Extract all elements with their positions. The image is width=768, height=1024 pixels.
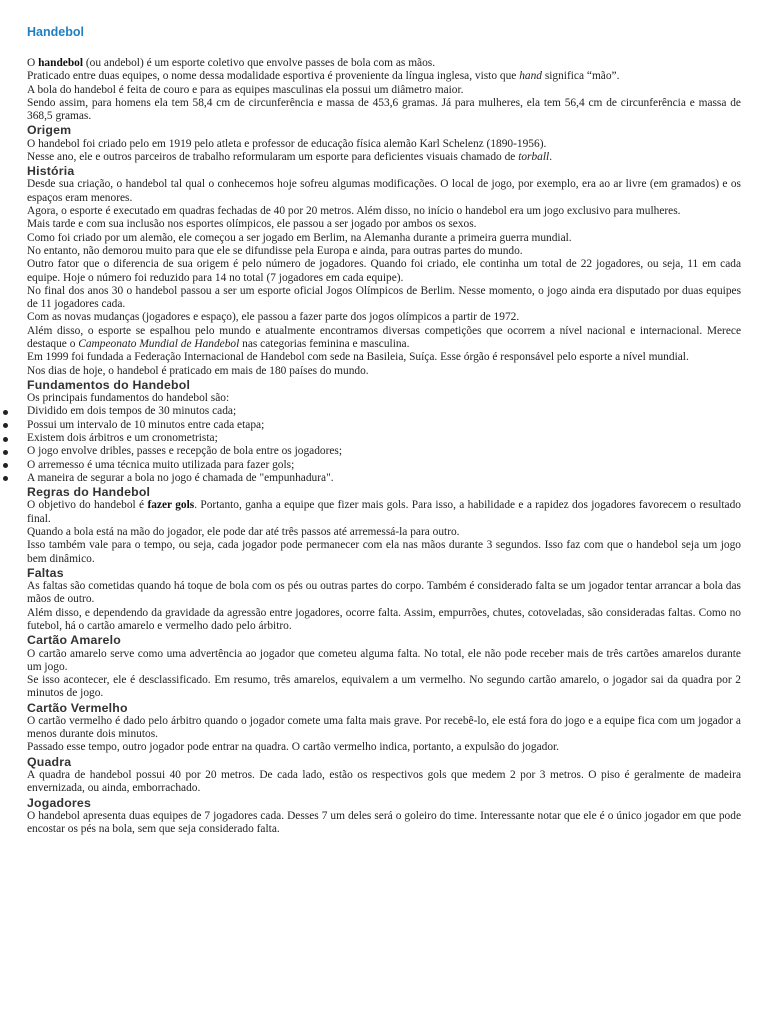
historia-paragraph: Agora, o esporte é executado em quadras fechadas de 40 por 20 metros. Além disso, no início o handebol era um jogo exclusivo para mulheres. [27,205,681,218]
text: O objetivo do handebol é [27,499,148,512]
text: significa “mão”. [541,70,620,83]
intro-paragraph [27,70,741,83]
text: (ou andebol) é um esporte coletivo que envolve passes de bola com as mãos. [83,57,436,69]
section-heading-cartao-vermelho: Cartão Vermelho [27,700,128,715]
list-item: A maneira de segurar a bola no jogo é chamada de "empunhadura". [27,472,741,485]
document-page [27,24,741,836]
historia-paragraph: No final dos anos 30 o handebol passou a ser um esporte oficial Jogos Olímpicos de Berlim. Nesse momento, o jogo ainda era disputado por duas equipes de 11 jogadores cada. [27,284,741,311]
regras-paragraph: Isso também vale para o tempo, ou seja, cada jogador pode permanecer com ela nas mãos durante 3 segundos. Isso faz com que o handebol seja um jogo bem dinâmico. [27,539,741,565]
list-item: O arremesso é uma técnica muito utilizada para fazer gols; [27,459,741,472]
section-heading-historia: História [27,164,75,179]
vermelho-paragraph: Passado esse tempo, outro jogador pode entrar na quadra. O cartão vermelho indica, portanto, a expulsão do jogador. [27,741,560,754]
amarelo-paragraph: O cartão amarelo serve como uma advertência ao jogador que cometeu alguma falta. No total, ele não pode receber mais de três cartões amarelos durante um jogo. [27,647,741,673]
amarelo-paragraph: Se isso acontecer, ele é desclassificado. Em resumo, três amarelos, equivalem a um vermelho. No segundo cartão amarelo, o jogador sai da quadra por 2 minutos de jogo. [27,674,741,700]
bold-term: fazer gols [147,499,195,512]
list-item: Dividido em dois tempos de 30 minutos cada; [27,405,741,418]
fundamentos-list [27,405,741,485]
document-title: Handebol [27,25,84,39]
text: . Portanto, ganha a equipe que fizer mais gols. Para isso, a habilidade e a rapidez dos jogadores favorecem o resultado final. [27,499,742,525]
historia-paragraph: Com as novas mudanças (jogadores e espaço), ele passou a fazer parte dos jogos olímpicos a partir de 1972. [27,311,520,324]
intro-paragraph: A bola do handebol é feita de couro e para as equipes masculinas ela possui um diâmetro maior. [27,83,464,96]
vermelho-paragraph: O cartão vermelho é dado pelo árbitro quando o jogador comete uma falta mais grave. Por recebê-lo, ele está fora do jogo e a equipe fica com um jogador a menos durante dois minutos. [27,714,741,741]
origem-paragraph [27,151,741,164]
fundamentos-intro: Os principais fundamentos do handebol são: [27,392,230,405]
intro-paragraph: Sendo assim, para homens ela tem 58,4 cm de circunferência e massa de 453,6 gramas. Já para mulheres, ela tem 56,4 cm de circunferência e massa de 368,5 gramas. [27,96,741,123]
historia-paragraph: Mais tarde e com sua inclusão nos esportes olímpicos, ele passou a ser jogado por ambos os sexos. [27,218,477,231]
text: nas categorias feminina e masculina. [239,338,410,351]
section-heading-quadra: Quadra [27,754,72,769]
italic-term: Campeonato Mundial de Handebol [78,338,240,351]
historia-paragraph: Como foi criado por um alemão, ele começou a ser jogado em Berlim, na Alemanha durante a primeira guerra mundial. [27,231,572,244]
list-item: Possui um intervalo de 10 minutos entre cada etapa; [27,419,741,432]
regras-paragraph: Quando a bola está na mão do jogador, ele pode dar até três passos até arremessá-la para outro. [27,526,460,539]
section-heading-cartao-amarelo: Cartão Amarelo [27,633,121,648]
section-heading-jogadores: Jogadores [27,795,91,810]
section-heading-regras: Regras do Handebol [27,485,151,500]
text: Praticado entre duas equipes, o nome dessa modalidade esportiva é proveniente da língua inglesa, visto que [27,70,520,83]
text: Nesse ano, ele e outros parceiros de trabalho reformularam um esporte para deficientes visuais chamado de [27,150,519,163]
intro-paragraph [27,57,741,70]
text: O [27,57,39,69]
quadra-paragraph: A quadra de handebol possui 40 por 20 metros. De cada lado, estão os respectivos gols que medem 2 por 3 metros. O piso é geralmente de madeira envernizada, ou ainda, emborrachado. [27,768,741,795]
section-heading-faltas: Faltas [27,565,64,580]
section-heading-fundamentos: Fundamentos do Handebol [27,377,191,392]
italic-term: hand [519,70,542,83]
section-heading-origem: Origem [27,123,72,138]
faltas-paragraph: Além disso, e dependendo da gravidade da agressão entre jogadores, ocorre falta. Assim, empurrões, chutes, cotoveladas, são consideradas faltas. Como no futebol, há o cartão amarelo e vermelho dado pelo árbitro. [27,606,741,632]
italic-term: torball [518,150,550,163]
jogadores-paragraph: O handebol apresenta duas equipes de 7 jogadores cada. Desses 7 um deles será o goleiro do time. Interessante notar que ele é o único jogador em que pode encostar os pés na bola, sem que seja considerado falta. [27,809,741,836]
historia-paragraph: Em 1999 foi fundada a Federação Internacional de Handebol com sede na Basileia, Suíça. Esse órgão é responsável pelo esporte a nível mundial. [27,351,689,364]
text: Além disso, o esporte se espalhou pelo mundo e atualmente encontramos diversas competições que ocorrem a nível nacional e internacional. Merece destaque o [27,324,741,351]
historia-paragraph: No entanto, não demorou muito para que ele se difundisse pela Europa e ainda, para outras partes do mundo. [27,244,523,257]
historia-paragraph: Desde sua criação, o handebol tal qual o conhecemos hoje sofreu algumas modificações. O local de jogo, por exemplo, era ao ar livre (em gramados) e os espaços eram menores. [27,178,741,204]
bold-term: handebol [38,57,84,69]
faltas-paragraph: As faltas são cometidas quando há toque de bola com os pés ou outras partes do corpo. Também é considerado falta se um jogador tentar arrancar a bola das mãos de outro. [27,580,741,606]
list-item: O jogo envolve dribles, passes e recepção de bola entre os jogadores; [27,445,741,458]
historia-paragraph: Outro fator que o diferencia de sua origem é pelo número de jogadores. Quando foi criado, ele continha um total de 22 jogadores, ou seja, 11 em cada equipe. Hoje o número foi reduzido para 14 no total (7 jogadores em cada equipe). [27,258,741,284]
historia-paragraph [27,325,741,352]
list-item: Existem dois árbitros e um cronometrista; [27,432,741,445]
origem-paragraph: O handebol foi criado pelo em 1919 pelo atleta e professor de educação física alemão Karl Schelenz (1890-1956). [27,137,547,150]
historia-paragraph: Nos dias de hoje, o handebol é praticado em mais de 180 países do mundo. [27,364,369,377]
text: . [549,150,553,163]
regras-paragraph [27,499,741,526]
